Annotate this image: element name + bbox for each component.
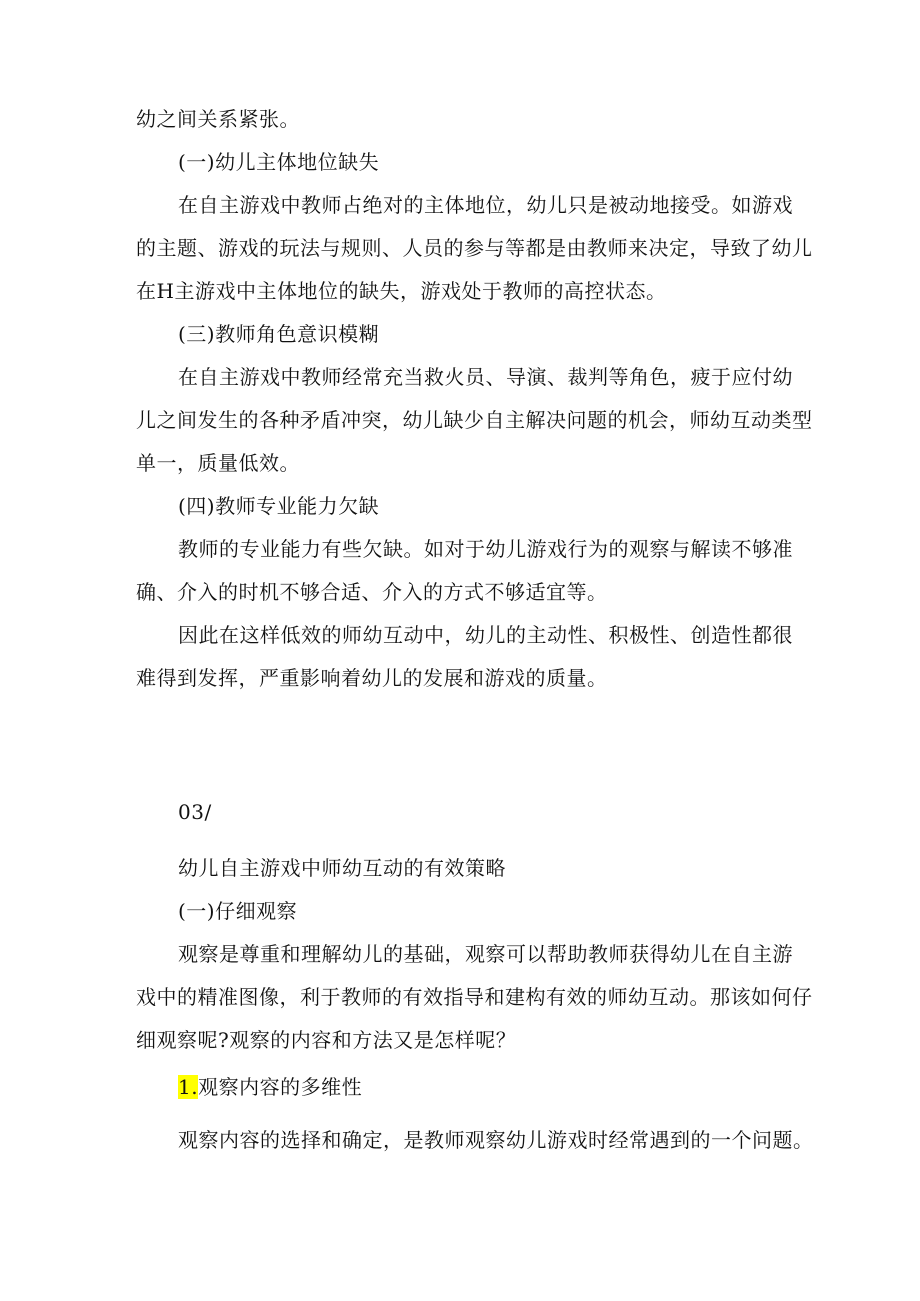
paragraph-line: 戏中的精准图像，利于教师的有效指导和建构有效的师幼互动。那该如何仔	[136, 985, 813, 1009]
paragraph-line: 教师的专业能力有些欠缺。如对于幼儿游戏行为的观察与解读不够准	[178, 537, 793, 561]
section-heading-teacher-ability: (四)教师专业能力欠缺	[178, 494, 380, 518]
section-number: 03/	[178, 800, 212, 824]
paragraph-line: 观察是尊重和理解幼儿的基础，观察可以帮助教师获得幼儿在自主游	[178, 942, 793, 966]
paragraph-line: 在自主游戏中教师经常充当救火员、导演、裁判等角色，疲于应付幼	[178, 365, 793, 389]
subheading-text: 观察内容的多维性	[198, 1075, 363, 1099]
section-heading-subject-status: (一)幼儿主体地位缺失	[178, 150, 380, 174]
paragraph-continuation: 幼之间关系紧张。	[136, 107, 300, 131]
paragraph-line: 在自主游戏中教师占绝对的主体地位，幼儿只是被动地接受。如游戏	[178, 193, 793, 217]
paragraph-line: 难得到发挥，严重影响着幼儿的发展和游戏的质量。	[136, 666, 608, 690]
paragraph-line: 因此在这样低效的师幼互动中，幼儿的主动性、积极性、创造性都很	[178, 623, 793, 647]
paragraph-line: 的主题、游戏的玩法与规则、人员的参与等都是由教师来决定，导致了幼儿	[136, 236, 813, 260]
paragraph-line: 在H主游戏中主体地位的缺失，游戏处于教师的高控状态。	[136, 279, 667, 303]
paragraph-line: 儿之间发生的各种矛盾冲突，幼儿缺少自主解决问题的机会，师幼互动类型	[136, 408, 813, 432]
paragraph-line: 细观察呢?观察的内容和方法又是怎样呢？	[136, 1028, 517, 1052]
paragraph-line: 确、介入的时机不够合适、介入的方式不够适宜等。	[136, 580, 608, 604]
paragraph-line: 单一，质量低效。	[136, 451, 300, 475]
highlighted-list-marker: 1.	[178, 1075, 199, 1099]
section-heading-teacher-role: (三)教师角色意识模糊	[178, 322, 380, 346]
paragraph-line: 观察内容的选择和确定，是教师观察幼儿游戏时经常遇到的一个问题。	[178, 1128, 814, 1152]
subheading-observation-content	[178, 1072, 838, 1102]
section-heading-observe: (一)仔细观察	[178, 899, 298, 923]
section-title: 幼儿自主游戏中师幼互动的有效策略	[178, 856, 506, 880]
